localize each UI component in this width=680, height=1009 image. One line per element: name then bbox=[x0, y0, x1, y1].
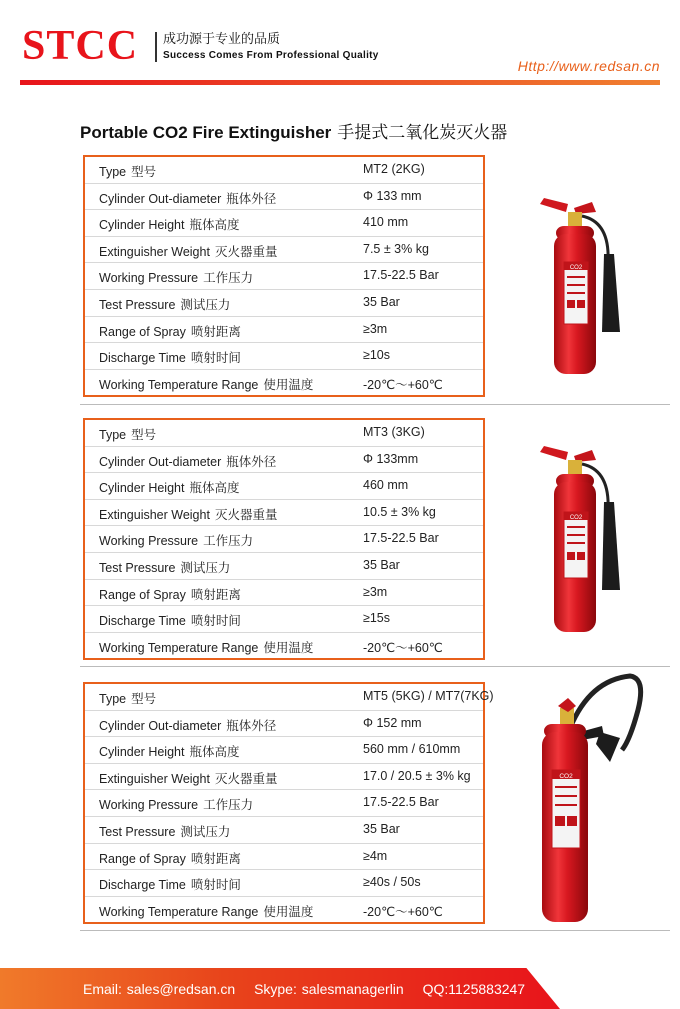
spec-row bbox=[85, 343, 483, 370]
spec-value: ≥40s / 50s bbox=[363, 875, 421, 890]
spec-label: Range of Spray 喷射距离 bbox=[99, 323, 241, 339]
spec-value: 35 Bar bbox=[363, 821, 400, 836]
spec-label: Working Temperature Range 使用温度 bbox=[99, 376, 314, 392]
spec-value: 17.5-22.5 Bar bbox=[363, 268, 439, 283]
spec-value: ≥3m bbox=[363, 321, 388, 336]
extinguisher-mt2-image bbox=[530, 192, 630, 382]
footer-skype[interactable]: Skype: salesmanagerlin bbox=[254, 981, 404, 997]
spec-value: 35 Bar bbox=[363, 557, 400, 572]
spec-row bbox=[85, 684, 494, 711]
spec-value: MT3 (3KG) bbox=[363, 425, 425, 439]
spec-value: 10.5 ± 3% kg bbox=[363, 504, 436, 519]
spec-label: Extinguisher Weight 灭火器重量 bbox=[99, 770, 278, 786]
spec-label: Extinguisher Weight 灭火器重量 bbox=[99, 243, 278, 259]
spec-row bbox=[85, 237, 483, 264]
spec-row bbox=[85, 290, 483, 317]
spec-row bbox=[85, 473, 483, 500]
spec-row bbox=[85, 317, 483, 344]
spec-label: Discharge Time 喷射时间 bbox=[99, 613, 241, 629]
spec-row bbox=[85, 764, 483, 791]
spec-label: Test Pressure 测试压力 bbox=[99, 296, 231, 312]
spec-row bbox=[85, 897, 483, 923]
company-logo: STCC bbox=[22, 23, 139, 69]
spec-label: Cylinder Out-diameter 瓶体外径 bbox=[99, 453, 277, 469]
extinguisher-label: CO2 bbox=[559, 773, 573, 780]
spec-value: 7.5 ± 3% kg bbox=[363, 241, 429, 256]
spec-value: Φ 152 mm bbox=[363, 715, 422, 730]
spec-label: Test Pressure 测试压力 bbox=[99, 823, 231, 839]
spec-value: 17.0 / 20.5 ± 3% kg bbox=[363, 768, 471, 783]
page-title bbox=[80, 118, 507, 143]
extinguisher-mt5-mt7-image bbox=[530, 670, 650, 930]
section-divider bbox=[80, 666, 670, 667]
spec-value: 17.5-22.5 Bar bbox=[363, 531, 439, 546]
spec-row bbox=[85, 633, 483, 659]
spec-label: Discharge Time 喷射时间 bbox=[99, 877, 241, 893]
spec-value: ≥10s bbox=[363, 348, 391, 363]
spec-row bbox=[85, 580, 483, 607]
spec-table-mt5-mt7 bbox=[83, 682, 494, 924]
extinguisher-mt3-image bbox=[530, 440, 630, 640]
slogan-chinese: 成功源于专业的品质 bbox=[163, 32, 281, 47]
spec-table-mt2 bbox=[83, 155, 485, 397]
spec-label: Cylinder Out-diameter 瓶体外径 bbox=[99, 717, 277, 733]
page-title-english: Portable CO2 Fire Extinguisher bbox=[80, 123, 332, 142]
spec-label: Working Temperature Range 使用温度 bbox=[99, 903, 314, 919]
extinguisher-label: CO2 bbox=[569, 515, 583, 521]
spec-row bbox=[85, 157, 483, 184]
section-divider bbox=[80, 404, 670, 405]
spec-label: Cylinder Out-diameter 瓶体外径 bbox=[99, 190, 277, 206]
spec-row bbox=[85, 263, 483, 290]
slogan-divider bbox=[155, 32, 157, 62]
section-divider bbox=[80, 930, 670, 931]
spec-row bbox=[85, 790, 483, 817]
spec-value: -20℃～+60℃ bbox=[363, 640, 443, 655]
spec-label: Cylinder Height 瓶体高度 bbox=[99, 217, 240, 233]
spec-value: 410 mm bbox=[363, 215, 409, 230]
spec-table-mt3 bbox=[83, 418, 485, 660]
spec-row bbox=[85, 420, 483, 447]
spec-row bbox=[85, 870, 483, 897]
spec-label: Cylinder Height 瓶体高度 bbox=[99, 744, 240, 760]
spec-value: 35 Bar bbox=[363, 294, 400, 309]
spec-row bbox=[85, 184, 483, 211]
spec-label: Working Pressure 工作压力 bbox=[99, 533, 254, 549]
header-divider bbox=[20, 80, 660, 85]
spec-row bbox=[85, 711, 483, 738]
footer-email[interactable]: Email: sales@redsan.cn bbox=[83, 981, 236, 997]
spec-row bbox=[85, 370, 483, 396]
spec-label: Type 型号 bbox=[99, 164, 157, 179]
spec-row bbox=[85, 606, 483, 633]
spec-label: Range of Spray 喷射距离 bbox=[99, 586, 241, 602]
spec-value: MT5 (5KG) / MT7(7KG) bbox=[363, 689, 494, 703]
spec-row bbox=[85, 817, 483, 844]
spec-label: Extinguisher Weight 灭火器重量 bbox=[99, 506, 278, 522]
spec-value: 460 mm bbox=[363, 478, 409, 493]
spec-value: 560 mm / 610mm bbox=[363, 742, 461, 757]
footer-contacts bbox=[83, 981, 539, 997]
spec-row bbox=[85, 844, 483, 871]
slogan-english: Success Comes From Professional Quality bbox=[163, 50, 379, 61]
spec-label: Cylinder Height 瓶体高度 bbox=[99, 480, 240, 496]
spec-label: Test Pressure 测试压力 bbox=[99, 559, 231, 575]
spec-row bbox=[85, 210, 483, 237]
spec-row bbox=[85, 500, 483, 527]
page-title-chinese: 手提式二氧化炭灭火器 bbox=[337, 123, 508, 143]
spec-label: Working Temperature Range 使用温度 bbox=[99, 639, 314, 655]
spec-value: ≥15s bbox=[363, 611, 391, 626]
spec-label: Working Pressure 工作压力 bbox=[99, 270, 254, 286]
website-url[interactable]: Http://www.redsan.cn bbox=[517, 58, 660, 74]
spec-row bbox=[85, 737, 483, 764]
spec-label: Type 型号 bbox=[99, 427, 157, 442]
spec-value: 17.5-22.5 Bar bbox=[363, 795, 439, 810]
extinguisher-label: CO2 bbox=[569, 265, 583, 271]
spec-value: ≥4m bbox=[363, 848, 388, 863]
spec-value: ≥3m bbox=[363, 584, 388, 599]
footer-qq[interactable]: QQ:1125883247 bbox=[422, 981, 526, 997]
spec-label: Working Pressure 工作压力 bbox=[99, 797, 254, 813]
spec-value: Φ 133 mm bbox=[363, 188, 422, 203]
spec-label: Range of Spray 喷射距离 bbox=[99, 850, 241, 866]
spec-value: -20℃～+60℃ bbox=[363, 904, 443, 919]
spec-value: MT2 (2KG) bbox=[363, 162, 425, 176]
spec-value: Φ 133mm bbox=[363, 451, 419, 466]
spec-label: Type 型号 bbox=[99, 691, 157, 706]
spec-value: -20℃～+60℃ bbox=[363, 377, 443, 392]
spec-label: Discharge Time 喷射时间 bbox=[99, 350, 241, 366]
spec-row bbox=[85, 526, 483, 553]
spec-row bbox=[85, 447, 483, 474]
spec-row bbox=[85, 553, 483, 580]
